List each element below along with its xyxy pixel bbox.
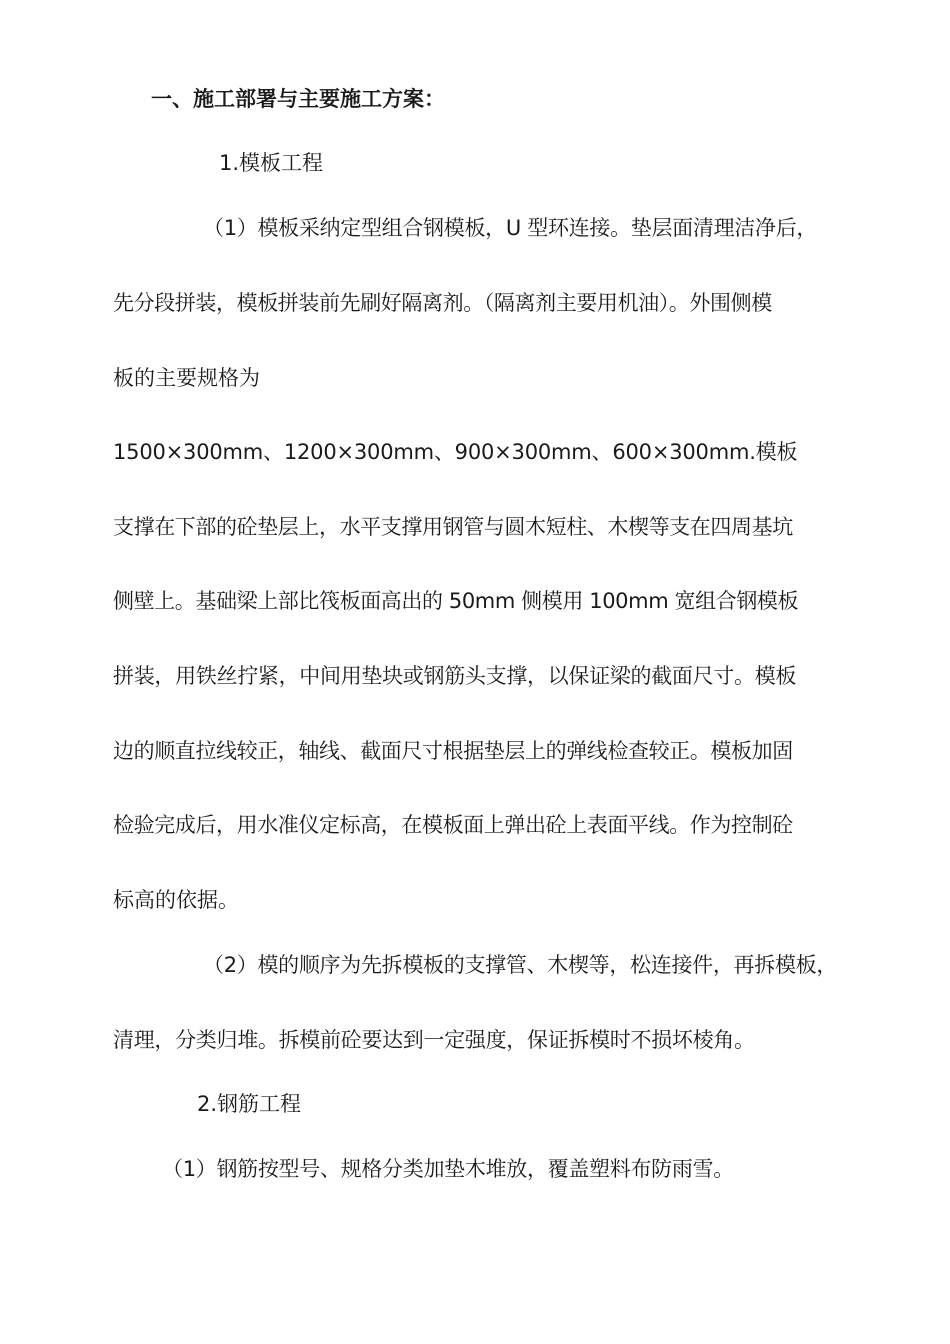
paragraph-line: （2）模的顺序为先拆模板的支撑管、木楔等，松连接件，再拆模板， bbox=[203, 953, 838, 977]
section-title-formwork: 1.模板工程 bbox=[219, 151, 324, 175]
paragraph-line: 1500×300mm、1200×300mm、900×300mm、600×300mm.模板 bbox=[113, 440, 798, 464]
paragraph-line: 标高的依据。 bbox=[113, 888, 239, 912]
paragraph-line: 拼装，用铁丝拧紧，中间用垫块或钢筋头支撑，以保证梁的截面尺寸。模板 bbox=[113, 664, 797, 688]
paragraph-line: 支撑在下部的砼垫层上，水平支撑用钢管与圆木短柱、木楔等支在四周基坑 bbox=[113, 515, 793, 539]
paragraph-line: 检验完成后，用水准仪定标高，在模板面上弹出砼上表面平线。作为控制砼 bbox=[113, 813, 793, 837]
paragraph-line: 清理，分类归堆。拆模前砼要达到一定强度，保证拆模时不损坏棱角。 bbox=[113, 1028, 755, 1052]
paragraph-line: 先分段拼装，模板拼装前先刷好隔离剂。（隔离剂主要用机油）。外围侧模 bbox=[113, 291, 772, 315]
paragraph-line: 边的顺直拉线较正，轴线、截面尺寸根据垫层上的弹线检查较正。模板加固 bbox=[113, 739, 793, 763]
paragraph-line: （1）模板采纳定型组合钢模板，U 型环连接。垫层面清理洁净后， bbox=[203, 216, 818, 240]
section-title-rebar: 2.钢筋工程 bbox=[197, 1092, 302, 1116]
paragraph-line: 板的主要规格为 bbox=[113, 366, 260, 390]
paragraph-line: （1）钢筋按型号、规格分类加垫木堆放，覆盖塑料布防雨雪。 bbox=[162, 1157, 734, 1181]
document-heading: 一、施工部署与主要施工方案： bbox=[151, 87, 445, 111]
paragraph-line: 侧壁上。基础梁上部比筏板面高出的 50mm 侧模用 100mm 宽组合钢模板 bbox=[113, 589, 799, 613]
